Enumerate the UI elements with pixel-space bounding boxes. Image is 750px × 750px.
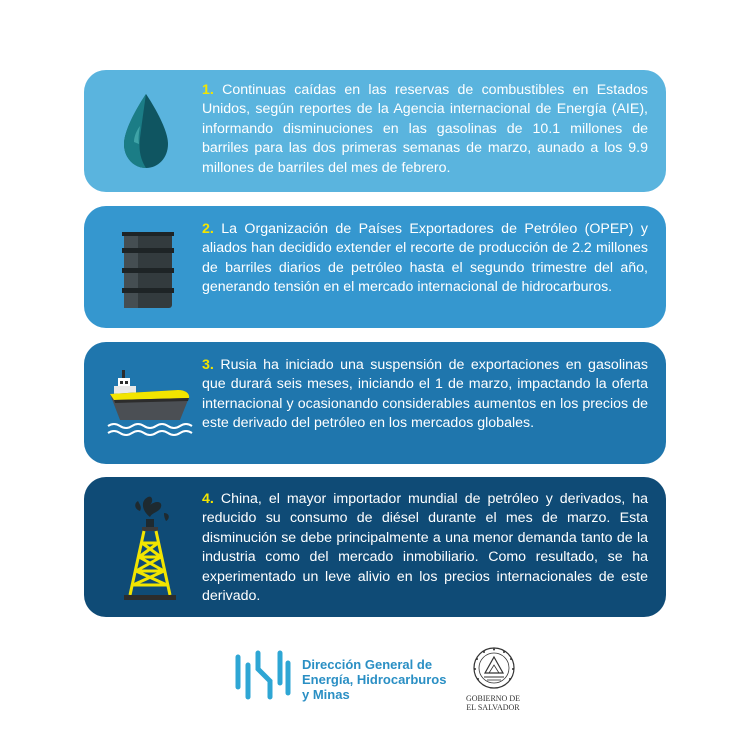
card-3-text [202, 356, 648, 434]
dg-energia-name [302, 657, 462, 702]
card-4-body: China, el mayor importador mundial de petróleo y derivados, ha reducido su consumo de diésel durante el mes de marzo. Esta disminución se debe principalmente a una menor demanda tanto de la industria como del mercado inmobiliario. Como resultado, se ha experimentado un leve alivio en los precios internacionales de este derivado. [202, 491, 648, 605]
card-4-text [202, 490, 648, 606]
oil-derrick-icon [120, 491, 180, 603]
card-2-text [202, 220, 648, 298]
card-4-number: 4. [202, 491, 214, 507]
info-card-4 [84, 477, 666, 617]
org-line-1: Dirección General de [302, 657, 433, 672]
oil-barrel-icon [122, 230, 174, 310]
card-1-number: 1. [202, 82, 214, 98]
gov-line-2: EL SALVADOR [466, 703, 520, 712]
card-3-body: Rusia ha iniciado una suspensión de exportaciones en gasolinas que durará seis meses, iniciando el 1 de marzo, impactando la oferta internacional y ocasionando considerables aumentos en los precios de este derivado del petróleo en los mercados globales. [202, 357, 648, 432]
gobierno-el-salvador-label [458, 694, 528, 712]
el-salvador-coat-of-arms-icon [472, 645, 516, 691]
info-card-2 [84, 206, 666, 328]
card-1-text [202, 81, 648, 178]
card-2-number: 2. [202, 221, 214, 237]
card-2-body: La Organización de Países Exportadores de Petróleo (OPEP) y aliados han decidido extender el recorte de producción de 2.2 millones de barriles diarios de petróleo hasta el segundo trimestre del año, generando tensión en el mercado internacional de hidrocarburos. [202, 221, 648, 296]
oil-drop-icon [118, 92, 174, 170]
info-card-1 [84, 70, 666, 192]
gov-line-1: GOBIERNO DE [466, 694, 520, 703]
card-3-number: 3. [202, 357, 214, 373]
tanker-ship-icon [106, 368, 194, 440]
info-card-3 [84, 342, 666, 464]
card-1-body: Continuas caídas en las reservas de combustibles en Estados Unidos, según reportes de la Agencia internacional de Energía (AIE), informando disminuciones en las gasolinas de 10.1 millones de barriles para las dos primeras semanas de marzo, aunado a los 9.9 millones de barriles del mes de febrero. [202, 82, 648, 176]
dg-energia-logo-icon [232, 647, 292, 703]
org-line-2: Energía, Hidrocarburos [302, 672, 447, 687]
org-line-3: y Minas [302, 687, 350, 702]
